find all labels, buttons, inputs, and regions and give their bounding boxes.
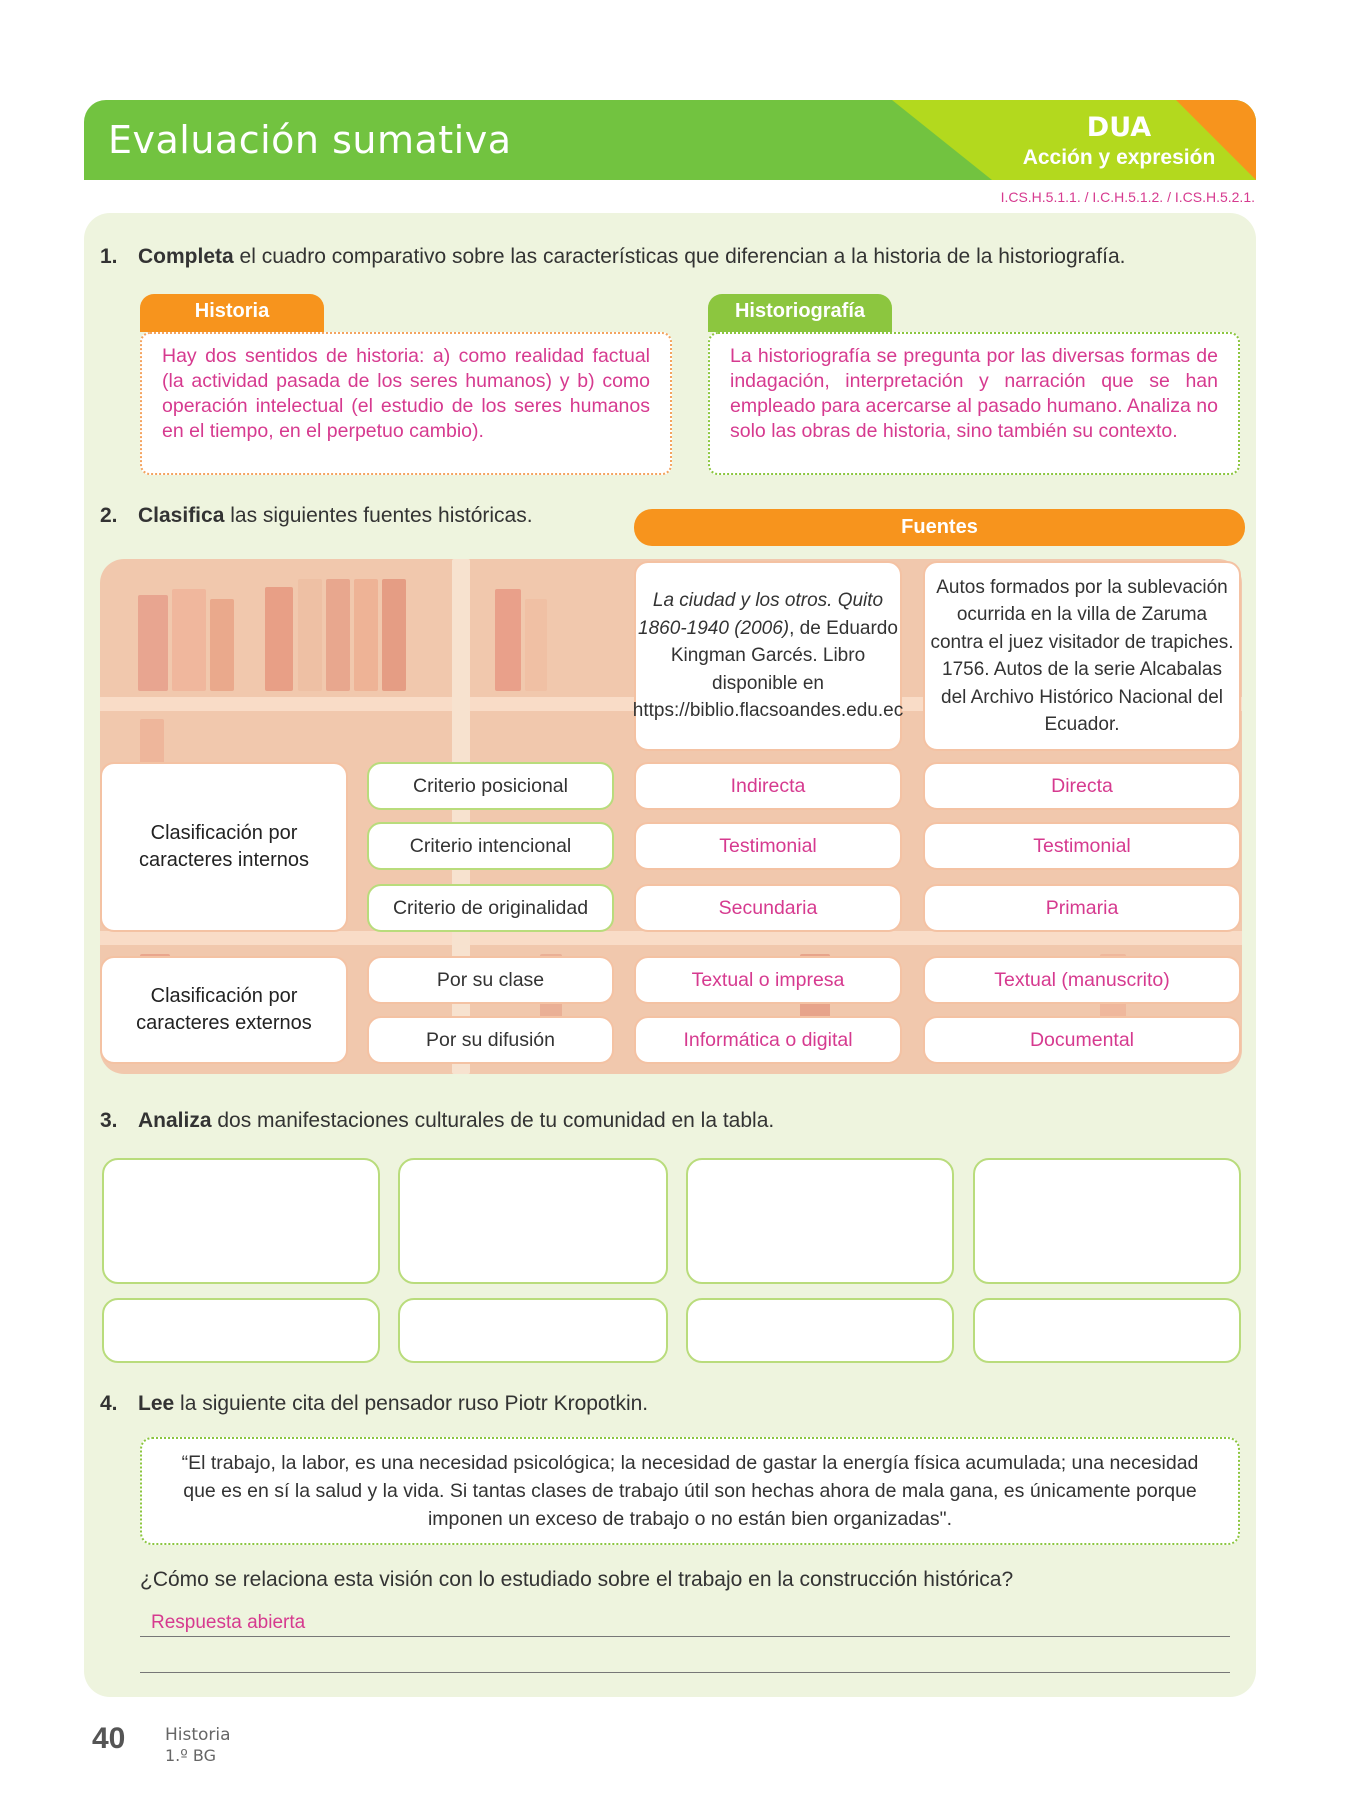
question-number: 2.: [100, 504, 118, 527]
criterion-clase: Por su clase: [367, 956, 614, 1004]
shelf-divider: [100, 931, 1242, 945]
answer-source2-originalidad[interactable]: Primaria: [923, 884, 1241, 932]
dua-title: DUA: [1086, 112, 1152, 143]
book-spine: [326, 579, 350, 691]
table-cell-empty[interactable]: [973, 1298, 1241, 1363]
criterion-originalidad: Criterio de originalidad: [367, 884, 614, 932]
historia-textbox[interactable]: Hay dos sentidos de historia: a) como realidad factual (la actividad pasada de los seres humanos) y b) como operación intelectual (el estudio de los seres humanos en el tiempo, en el perpetuo cambio).: [140, 332, 672, 475]
group-external-label: Clasificación por caracteres externos: [100, 956, 348, 1064]
footer-subject: Historia: [165, 1725, 231, 1745]
answer-line: [140, 1636, 1230, 1637]
question-text: la siguiente cita del pensador ruso Piotr Kropotkin.: [174, 1392, 649, 1415]
table-cell-empty[interactable]: [398, 1298, 668, 1363]
table-cell-empty[interactable]: [102, 1158, 380, 1284]
table-cell-empty[interactable]: [686, 1298, 954, 1363]
answer-source1-posicional[interactable]: Indirecta: [634, 762, 902, 810]
question-verb: Clasifica: [138, 504, 225, 527]
dua-subtitle: Acción y expresión: [1022, 146, 1216, 169]
table-cell-empty[interactable]: [686, 1158, 954, 1284]
source-1-text: [633, 587, 903, 725]
header-banner: [84, 100, 1256, 180]
page-number: 40: [92, 1722, 126, 1755]
book-spine: [265, 587, 293, 691]
answer-source1-difusion[interactable]: Informática o digital: [634, 1016, 902, 1064]
table-cell-empty[interactable]: [102, 1298, 380, 1363]
answer-source2-difusion[interactable]: Documental: [923, 1016, 1241, 1064]
question-number: 1.: [100, 245, 118, 268]
source-1-card: [634, 561, 902, 751]
question-number: 3.: [100, 1109, 118, 1132]
answer-source1-clase[interactable]: Textual o impresa: [634, 956, 902, 1004]
book-spine: [354, 579, 378, 691]
source-1-details: , de Eduardo Kingman Garcés. Libro disponible en https://biblio.flacsoandes.edu.ec: [632, 617, 904, 722]
answer-source1-originalidad[interactable]: Secundaria: [634, 884, 902, 932]
criterion-intencional: Criterio intencional: [367, 822, 614, 870]
question-4: [100, 1392, 648, 1416]
question-text: el cuadro comparativo sobre las características que diferencian a la historia de la historiografía.: [233, 245, 1126, 268]
group-internal-label: Clasificación por caracteres internos: [100, 762, 348, 932]
book-spine: [138, 595, 168, 691]
book-spine: [382, 579, 406, 691]
historiografia-textbox[interactable]: La historiografía se pregunta por las diversas formas de indagación, interpretación y narración que se han empleado para acercarse al pasado humano. Analiza no solo las obras de historia, sino también su contexto.: [708, 332, 1240, 475]
tab-historia: Historia: [140, 294, 324, 332]
question-verb: Analiza: [138, 1109, 212, 1132]
reflection-question: ¿Cómo se relaciona esta visión con lo estudiado sobre el trabajo en la construcción histórica?: [140, 1568, 1014, 1591]
question-1: [100, 245, 1125, 269]
table-cell-empty[interactable]: [973, 1158, 1241, 1284]
source-1-title: La ciudad y los otros. Quito 1860-1940 (2006): [638, 590, 884, 639]
criterion-difusion: Por su difusión: [367, 1016, 614, 1064]
kropotkin-quote: “El trabajo, la labor, es una necesidad psicológica; la necesidad de gastar la energía física acumulada; una necesidad que es en sí la salud y la vida. Si tantas clases de trabajo útil son hechas ahora de mala gana, es únicamente porque imponen un exceso de trabajo o no están bien organizadas".: [140, 1437, 1240, 1545]
tab-historiografia: Historiografía: [708, 294, 892, 332]
footer-grade: 1.º BG: [165, 1746, 216, 1765]
indicator-codes: I.CS.H.5.1.1. / I.C.H.5.1.2. / I.CS.H.5.2.1.: [1000, 189, 1255, 205]
book-spine: [495, 589, 521, 691]
question-text: dos manifestaciones culturales de tu comunidad en la tabla.: [211, 1109, 775, 1132]
question-2: [100, 504, 533, 528]
question-verb: Lee: [138, 1392, 175, 1415]
answer-source2-intencional[interactable]: Testimonial: [923, 822, 1241, 870]
table-cell-empty[interactable]: [398, 1158, 668, 1284]
answer-source2-clase[interactable]: Textual (manuscrito): [923, 956, 1241, 1004]
source-2-card: Autos formados por la sublevación ocurrida en la villa de Zaruma contra el juez visitador de trapiches. 1756. Autos de la serie Alcabalas del Archivo Histórico Nacional del Ecuador.: [923, 561, 1241, 751]
page-title: Evaluación sumativa: [108, 118, 512, 162]
answer-source1-intencional[interactable]: Testimonial: [634, 822, 902, 870]
book-spine: [298, 579, 322, 691]
question-number: 4.: [100, 1392, 118, 1415]
question-text: las siguientes fuentes históricas.: [224, 504, 533, 527]
answer-source2-posicional[interactable]: Directa: [923, 762, 1241, 810]
book-spine: [525, 599, 547, 691]
question-verb: Completa: [138, 245, 234, 268]
book-spine: [172, 589, 206, 691]
question-3: [100, 1109, 774, 1133]
answer-text[interactable]: Respuesta abierta: [151, 1612, 306, 1633]
book-spine: [210, 599, 234, 691]
answer-line: [140, 1672, 1230, 1673]
criterion-posicional: Criterio posicional: [367, 762, 614, 810]
fuentes-header: Fuentes: [634, 509, 1245, 546]
